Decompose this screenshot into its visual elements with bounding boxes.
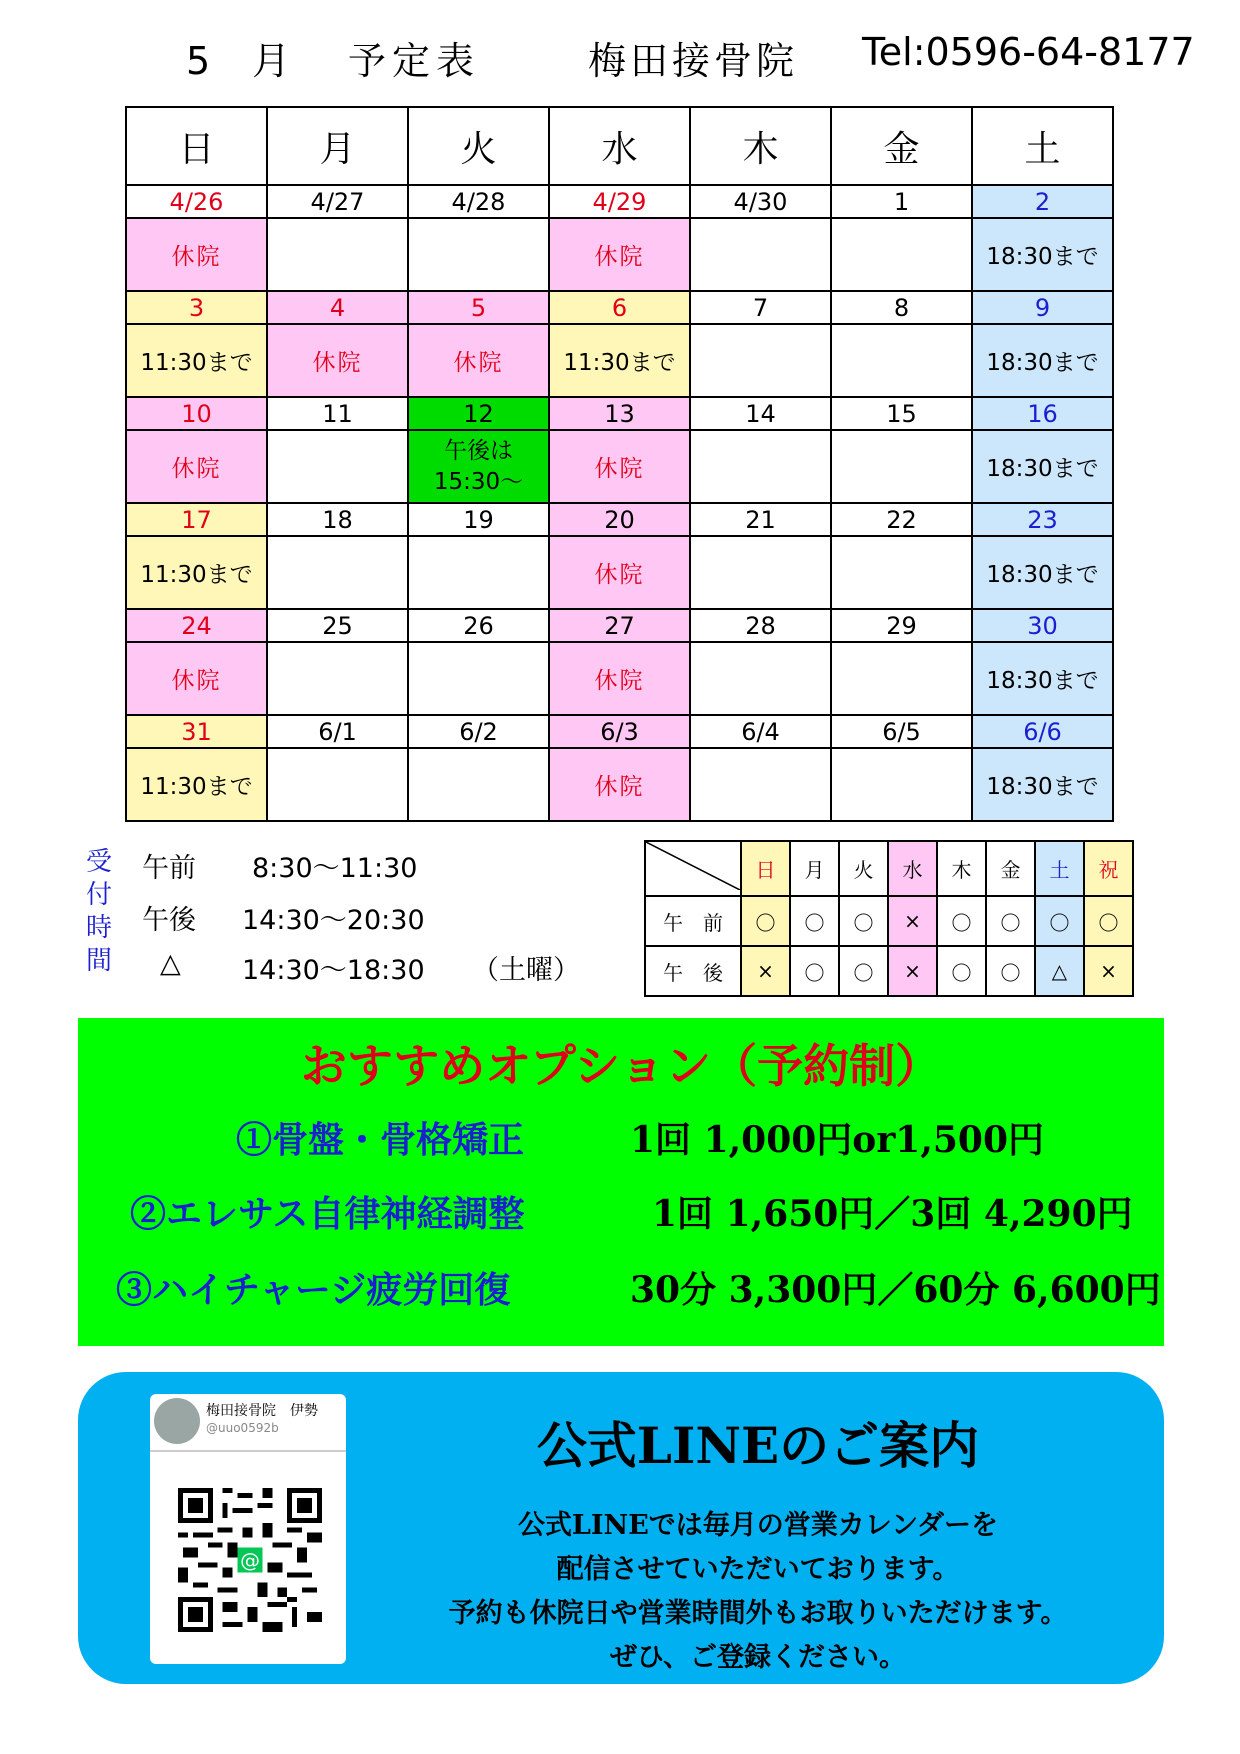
empty-cell: [690, 430, 831, 503]
row-label: 午 後: [645, 946, 741, 996]
closed-cell: 休院: [126, 430, 267, 503]
hours-time: 14:30～18:30: [242, 955, 425, 986]
date-cell: 18: [267, 503, 408, 536]
reception-label-char: 間: [86, 946, 113, 976]
header: [0, 30, 1240, 90]
note-line: 15:30～: [433, 468, 524, 495]
option-price: 1回 1,000円or1,500円: [630, 1119, 1045, 1161]
account-avatar: [154, 1398, 200, 1444]
closed-cell: 休院: [549, 748, 690, 821]
date-row: [126, 609, 1113, 642]
day-fri: 金: [986, 841, 1035, 896]
closed-cell: 休院: [408, 324, 549, 397]
date-cell: 4/30: [690, 185, 831, 218]
saturday-hours-cell: 18:30まで: [972, 218, 1113, 291]
date-row: [126, 397, 1113, 430]
weekly-schedule-table: [644, 840, 1134, 997]
weekday-wed: 水: [549, 107, 690, 185]
mark-cell: 〇: [790, 896, 839, 946]
date-cell: 6/4: [690, 715, 831, 748]
closed-cell: 休院: [126, 218, 267, 291]
closed-cell: 休院: [549, 430, 690, 503]
date-cell: 6/2: [408, 715, 549, 748]
date-cell: 3: [126, 291, 267, 324]
mark-cell: 〇: [741, 896, 790, 946]
hours-extra: （土曜）: [472, 955, 580, 986]
schedule-morning-row: [645, 896, 1133, 946]
status-row: [126, 748, 1113, 821]
date-cell: 8: [831, 291, 972, 324]
line-text-row: 配信させていただいております。: [556, 1554, 960, 1585]
mark-cell: △: [1035, 946, 1084, 996]
phone-number: Tel:0596-64-8177: [862, 30, 1195, 74]
status-row: [126, 430, 1113, 503]
clinic-name: 梅田接骨院: [588, 39, 799, 83]
saturday-hours-cell: 18:30まで: [972, 642, 1113, 715]
empty-cell: [831, 536, 972, 609]
options-title: おすすめオプション（予約制）: [300, 1039, 942, 1093]
closed-cell: 休院: [267, 324, 408, 397]
empty-cell: [267, 536, 408, 609]
sunday-hours-cell: 11:30まで: [126, 748, 267, 821]
date-cell: 28: [690, 609, 831, 642]
hours-label: 午前: [142, 853, 196, 884]
reception-hours: [82, 846, 622, 986]
mark-cell: ×: [1084, 946, 1133, 996]
reception-label-char: 時: [86, 913, 113, 943]
corner-cell: [645, 841, 741, 896]
mark-cell: 〇: [790, 946, 839, 996]
calendar-table: [125, 106, 1114, 822]
date-cell: 27: [549, 609, 690, 642]
date-cell: 6/3: [549, 715, 690, 748]
empty-cell: [267, 748, 408, 821]
closed-cell: 休院: [549, 218, 690, 291]
line-text-row: ぜひ、ご登録ください。: [610, 1642, 906, 1673]
date-cell: 4: [267, 291, 408, 324]
date-cell: 23: [972, 503, 1113, 536]
date-cell: 10: [126, 397, 267, 430]
line-info-panel: [78, 1372, 1164, 1684]
option-price: 30分 3,300円／60分 6,600円: [630, 1269, 1161, 1311]
account-id: @uuo0592b: [206, 1421, 279, 1435]
date-row: [126, 185, 1113, 218]
closed-cell: 休院: [549, 642, 690, 715]
day-thu: 木: [937, 841, 986, 896]
mark-cell: 〇: [986, 946, 1035, 996]
date-cell: 4/26: [126, 185, 267, 218]
empty-cell: [690, 218, 831, 291]
saturday-hours-cell: 18:30まで: [972, 536, 1113, 609]
empty-cell: [831, 324, 972, 397]
date-cell: 30: [972, 609, 1113, 642]
reception-label: [86, 846, 112, 978]
empty-cell: [267, 218, 408, 291]
mark-cell: 〇: [839, 946, 888, 996]
option-item: [78, 1112, 1164, 1166]
date-cell: 11: [267, 397, 408, 430]
account-name: 梅田接骨院 伊勢: [206, 1403, 318, 1419]
empty-cell: [267, 642, 408, 715]
option-name: ①骨盤・骨格矯正: [236, 1119, 525, 1161]
divider: [150, 1450, 346, 1452]
weekday-thu: 木: [690, 107, 831, 185]
hours-label: 午後: [142, 905, 196, 936]
row-label: 午 前: [645, 896, 741, 946]
option-name: ②エレサス自律神経調整: [130, 1193, 525, 1235]
line-text-row: 公式LINEでは毎月の営業カレンダーを: [517, 1510, 999, 1541]
date-cell: 25: [267, 609, 408, 642]
status-row: [126, 642, 1113, 715]
weekday-tue: 火: [408, 107, 549, 185]
date-cell: 17: [126, 503, 267, 536]
day-mon: 月: [790, 841, 839, 896]
empty-cell: [690, 642, 831, 715]
qr-code-icon[interactable]: [178, 1488, 322, 1632]
option-item: [78, 1186, 1164, 1240]
option-name: ③ハイチャージ疲労回復: [116, 1269, 511, 1311]
date-cell: 7: [690, 291, 831, 324]
reception-label-char: 受: [86, 847, 113, 877]
mark-cell: 〇: [1084, 896, 1133, 946]
date-cell: 6: [549, 291, 690, 324]
day-tue: 火: [839, 841, 888, 896]
date-cell: 6/5: [831, 715, 972, 748]
empty-cell: [831, 430, 972, 503]
weekday-fri: 金: [831, 107, 972, 185]
date-cell: 12: [408, 397, 549, 430]
date-cell: 16: [972, 397, 1113, 430]
schedule-afternoon-row: [645, 946, 1133, 996]
date-row: [126, 503, 1113, 536]
reception-label-char: 付: [86, 880, 113, 910]
weekday-sun: 日: [126, 107, 267, 185]
mark-cell: ×: [741, 946, 790, 996]
mark-cell: 〇: [1035, 896, 1084, 946]
afternoon-note-cell: [408, 430, 549, 503]
status-row: [126, 218, 1113, 291]
empty-cell: [267, 430, 408, 503]
closed-cell: 休院: [549, 536, 690, 609]
date-cell: 26: [408, 609, 549, 642]
date-cell: 6/6: [972, 715, 1113, 748]
saturday-hours-cell: 18:30まで: [972, 748, 1113, 821]
weekday-sat: 土: [972, 107, 1113, 185]
date-row: [126, 291, 1113, 324]
day-sun: 日: [741, 841, 790, 896]
status-row: [126, 536, 1113, 609]
line-description: [378, 1504, 1138, 1680]
mark-cell: 〇: [839, 896, 888, 946]
schedule-header-row: [645, 841, 1133, 896]
empty-cell: [831, 642, 972, 715]
date-cell: 4/27: [267, 185, 408, 218]
date-cell: 29: [831, 609, 972, 642]
day-holiday: 祝: [1084, 841, 1133, 896]
date-cell: 14: [690, 397, 831, 430]
hours-time: 14:30～20:30: [242, 905, 425, 936]
date-cell: 1: [831, 185, 972, 218]
date-cell: 19: [408, 503, 549, 536]
empty-cell: [408, 748, 549, 821]
hours-time: 8:30～11:30: [252, 853, 418, 884]
saturday-hours-cell: 18:30まで: [972, 430, 1113, 503]
mark-cell: ×: [888, 946, 937, 996]
options-panel: [78, 1018, 1164, 1346]
empty-cell: [690, 748, 831, 821]
empty-cell: [690, 324, 831, 397]
date-cell: 13: [549, 397, 690, 430]
holiday-hours-cell: 11:30まで: [549, 324, 690, 397]
option-price: 1回 1,650円／3回 4,290円: [652, 1193, 1133, 1235]
date-cell: 21: [690, 503, 831, 536]
sunday-hours-cell: 11:30まで: [126, 536, 267, 609]
mark-cell: 〇: [937, 896, 986, 946]
date-cell: 6/1: [267, 715, 408, 748]
empty-cell: [690, 536, 831, 609]
closed-cell: 休院: [126, 642, 267, 715]
month-label: 5 月: [186, 39, 293, 83]
day-wed: 水: [888, 841, 937, 896]
weekday-header-row: [126, 107, 1113, 185]
date-cell: 9: [972, 291, 1113, 324]
empty-cell: [408, 218, 549, 291]
page-title: 予定表: [348, 39, 481, 83]
date-cell: 4/29: [549, 185, 690, 218]
hours-label: △: [160, 948, 181, 979]
date-cell: 24: [126, 609, 267, 642]
svg-text:@: @: [240, 1548, 260, 1572]
date-row: [126, 715, 1113, 748]
line-title: 公式LINEのご案内: [536, 1416, 980, 1475]
option-item: [78, 1262, 1164, 1316]
line-text-row: 予約も休院日や営業時間外もお取りいただけます。: [448, 1598, 1068, 1629]
mark-cell: 〇: [937, 946, 986, 996]
date-cell: 2: [972, 185, 1113, 218]
date-cell: 4/28: [408, 185, 549, 218]
sunday-hours-cell: 11:30まで: [126, 324, 267, 397]
empty-cell: [831, 748, 972, 821]
weekday-mon: 月: [267, 107, 408, 185]
mark-cell: ×: [888, 896, 937, 946]
line-qr-card[interactable]: [150, 1394, 346, 1664]
empty-cell: [831, 218, 972, 291]
date-cell: 31: [126, 715, 267, 748]
mark-cell: 〇: [986, 896, 1035, 946]
empty-cell: [408, 536, 549, 609]
date-cell: 22: [831, 503, 972, 536]
day-sat: 土: [1035, 841, 1084, 896]
date-cell: 5: [408, 291, 549, 324]
date-cell: 15: [831, 397, 972, 430]
empty-cell: [408, 642, 549, 715]
diagonal-line: [646, 842, 740, 890]
saturday-hours-cell: 18:30まで: [972, 324, 1113, 397]
date-cell: 20: [549, 503, 690, 536]
status-row: [126, 324, 1113, 397]
note-line: 午後は: [444, 437, 513, 464]
